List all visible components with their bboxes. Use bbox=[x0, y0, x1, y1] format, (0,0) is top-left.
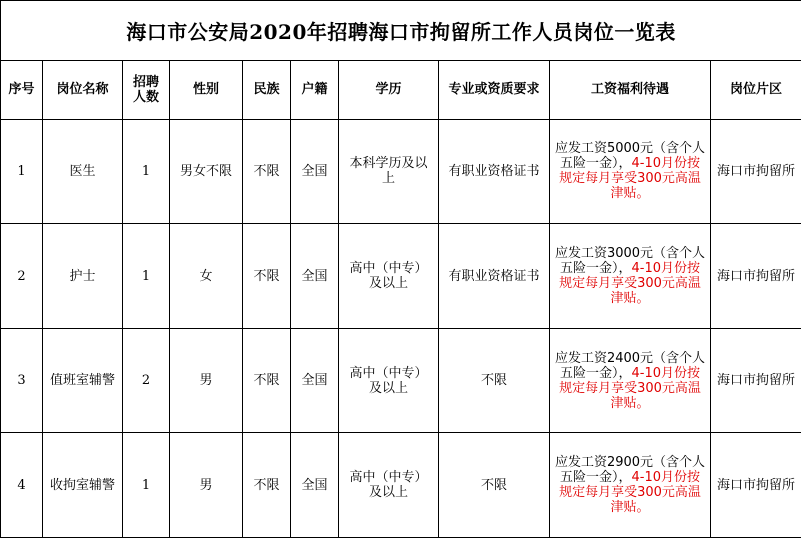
header-ethnicity: 民族 bbox=[243, 61, 291, 119]
cell-no: 2 bbox=[1, 224, 43, 329]
table-row bbox=[1, 328, 801, 433]
cell-post: 护士 bbox=[43, 224, 123, 329]
salary-base-text: 应发工资2900元（含个人五险一金）， bbox=[554, 455, 706, 486]
cell-count: 1 bbox=[123, 224, 170, 329]
header-requirement: 专业或资质要求 bbox=[439, 61, 550, 119]
table-row bbox=[1, 224, 801, 329]
cell-no: 3 bbox=[1, 328, 43, 433]
table-title: 海口市公安局2020年招聘海口市拘留所工作人员岗位一览表 bbox=[1, 1, 801, 61]
cell-requirement: 有职业资格证书 bbox=[439, 224, 550, 329]
cell-count: 2 bbox=[123, 328, 170, 433]
cell-count: 1 bbox=[123, 433, 170, 538]
cell-residence: 全国 bbox=[291, 119, 339, 224]
salary-subsidy-text: 4-10月份按规定每月享受300元高温津贴。 bbox=[559, 156, 701, 202]
cell-residence: 全国 bbox=[291, 433, 339, 538]
cell-no: 4 bbox=[1, 433, 43, 538]
salary-base-text: 应发工资2400元（含个人五险一金）， bbox=[554, 350, 706, 381]
cell-residence: 全国 bbox=[291, 224, 339, 329]
table-row bbox=[1, 433, 801, 538]
header-residence: 户籍 bbox=[291, 61, 339, 119]
salary-subsidy-text: 4-10月份按规定每月享受300元高温津贴。 bbox=[559, 261, 701, 306]
cell-requirement: 有职业资格证书 bbox=[439, 119, 550, 224]
cell-ethnicity: 不限 bbox=[243, 328, 291, 433]
header-post: 岗位名称 bbox=[43, 61, 123, 119]
cell-post: 医生 bbox=[43, 119, 123, 224]
cell-area: 海口市拘留所 bbox=[711, 224, 801, 329]
salary-base-text: 应发工资5000元（含个人五险一金）， bbox=[554, 141, 706, 172]
cell-no: 1 bbox=[1, 119, 43, 224]
cell-ethnicity: 不限 bbox=[243, 224, 291, 329]
cell-salary bbox=[550, 119, 711, 224]
header-count: 招聘人数 bbox=[123, 61, 170, 119]
header-gender: 性别 bbox=[170, 61, 243, 119]
cell-ethnicity: 不限 bbox=[243, 433, 291, 538]
cell-gender: 男 bbox=[170, 328, 243, 433]
header-row bbox=[1, 61, 801, 119]
cell-salary bbox=[550, 224, 711, 329]
salary-subsidy-text: 4-10月份按规定每月享受300元高温津贴。 bbox=[559, 470, 701, 516]
cell-count: 1 bbox=[123, 119, 170, 224]
cell-gender: 男女不限 bbox=[170, 119, 243, 224]
salary-base-text: 应发工资3000元（含个人五险一金）， bbox=[554, 246, 706, 276]
cell-education: 高中（中专）及以上 bbox=[339, 433, 439, 538]
header-education: 学历 bbox=[339, 61, 439, 119]
cell-ethnicity: 不限 bbox=[243, 119, 291, 224]
cell-residence: 全国 bbox=[291, 328, 339, 433]
cell-education: 高中（中专）及以上 bbox=[339, 224, 439, 329]
cell-education: 本科学历及以上 bbox=[339, 119, 439, 224]
cell-gender: 男 bbox=[170, 433, 243, 538]
cell-requirement: 不限 bbox=[439, 433, 550, 538]
header-area: 岗位片区 bbox=[711, 61, 801, 119]
cell-post: 收拘室辅警 bbox=[43, 433, 123, 538]
cell-area: 海口市拘留所 bbox=[711, 119, 801, 224]
header-salary: 工资福利待遇 bbox=[550, 61, 711, 119]
cell-requirement: 不限 bbox=[439, 328, 550, 433]
cell-salary bbox=[550, 328, 711, 433]
table-row bbox=[1, 119, 801, 224]
header-no: 序号 bbox=[1, 61, 43, 119]
cell-gender: 女 bbox=[170, 224, 243, 329]
cell-area: 海口市拘留所 bbox=[711, 433, 801, 538]
cell-education: 高中（中专）及以上 bbox=[339, 328, 439, 433]
cell-post: 值班室辅警 bbox=[43, 328, 123, 433]
cell-area: 海口市拘留所 bbox=[711, 328, 801, 433]
cell-salary bbox=[550, 433, 711, 538]
salary-subsidy-text: 4-10月份按规定每月享受300元高温津贴。 bbox=[559, 365, 701, 411]
